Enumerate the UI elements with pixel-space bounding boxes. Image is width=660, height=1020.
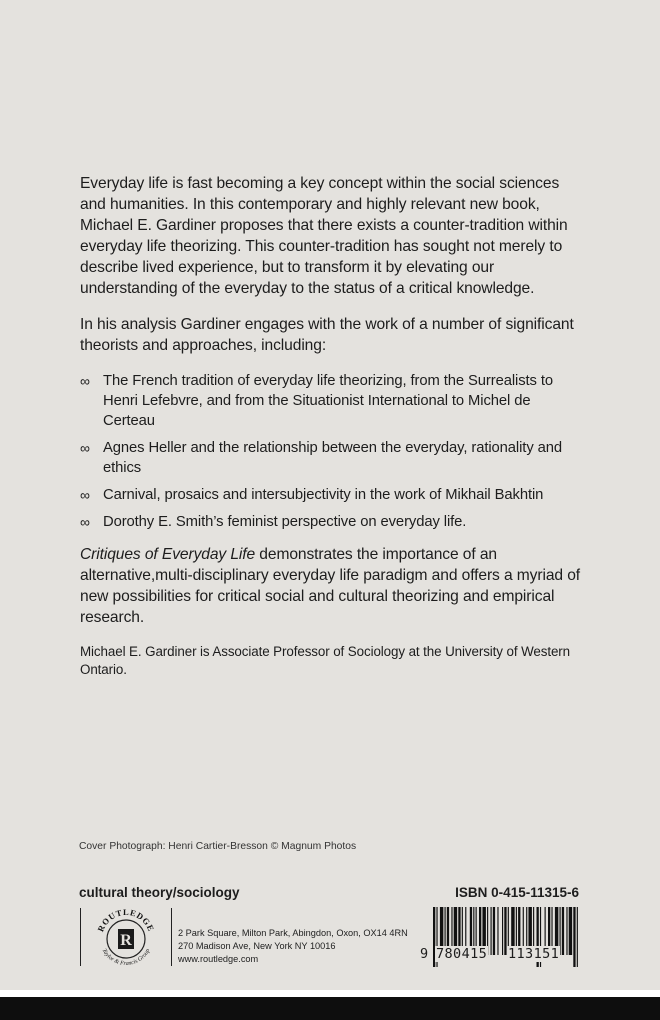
svg-text:Taylor & Francis Group [101, 948, 152, 966]
publisher-logo-box [80, 908, 172, 966]
bottom-band [0, 997, 660, 1020]
address-line-2: 270 Madison Ave, New York NY 10016 [178, 941, 336, 951]
routledge-logo [92, 908, 160, 966]
barcode-bar [491, 907, 492, 955]
publisher-address [178, 927, 408, 966]
blurb-paragraph-3: Critiques of Everyday Life demonstrates the importance of an alternative,multi-disciplinary everyday life paradigm and offers a myriad of new possibilities for critical social and cultural theorizing and empirical research. [80, 546, 581, 626]
blurb-paragraph-2: In his analysis Gardiner engages with the work of a number of significant theorists and approaches, including: [80, 316, 574, 354]
list-item: ∞ Dorothy E. Smith’s feminist perspective on everyday life. [80, 514, 467, 530]
list-item: ∞ The French tradition of everyday life theorizing, from the Surrealists to Henri Lefebvre, and from the Situationist International to Michel de Certeau [80, 373, 553, 429]
barcode-bar [493, 907, 495, 955]
list-item: ∞ Agnes Heller and the relationship between the everyday, rationality and ethics [80, 440, 563, 476]
blurb [80, 173, 585, 694]
author-name: Michael E. Gardiner [80, 644, 197, 659]
barcode-digits-right: 113151 [508, 946, 560, 962]
barcode-bar [577, 907, 578, 967]
page-gap [0, 990, 660, 997]
publisher-website: www.routledge.com [178, 954, 259, 964]
logo-text: ROUTLEDGE [95, 908, 157, 934]
list-item: ∞ Carnival, prosaics and intersubjectivity in the work of Mikhail Bakhtin [80, 487, 544, 503]
barcode-bar [497, 907, 498, 955]
author-bio: Michael E. Gardiner is Associate Professor of Sociology at the University of Western Ontario. [80, 644, 571, 677]
infinity-bullet-icon: ∞ [80, 487, 90, 503]
barcode-digit-first: 9 [420, 946, 429, 962]
subject-category: cultural theory/sociology [79, 885, 240, 900]
logo-letter: R [120, 932, 132, 949]
barcode-bar [566, 907, 567, 955]
infinity-bullet-icon: ∞ [80, 440, 90, 456]
barcode-bar [562, 907, 564, 955]
logo-subtext: Taylor & Francis Group [100, 947, 152, 966]
book-title: Critiques of Everyday Life [80, 546, 256, 563]
barcode-bar [569, 907, 572, 955]
barcode-bar [573, 907, 575, 967]
blurb-paragraph-1: Everyday life is fast becoming a key concept within the social sciences and humanities. In this contemporary and highly relevant new book, Michael E. Gardiner proposes that there exists a counter-tradition within everyday life theorizing. This counter-tradition has sought not merely to describe lived experience, but to transform it by elevating our understanding of the everyday to the status of a critical knowledge. [80, 175, 568, 297]
barcode-digits-left: 780415 [436, 946, 488, 962]
photo-credit: Cover Photograph: Henri Cartier-Bresson © Magnum Photos [79, 841, 357, 852]
topic-list [80, 371, 585, 532]
infinity-bullet-icon: ∞ [80, 373, 90, 389]
isbn: ISBN 0-415-11315-6 [455, 885, 579, 900]
address-line-1: 2 Park Square, Milton Park, Abingdon, Oxon, OX14 4RN [178, 928, 408, 938]
infinity-bullet-icon: ∞ [80, 514, 90, 530]
barcode-bar [502, 907, 503, 955]
